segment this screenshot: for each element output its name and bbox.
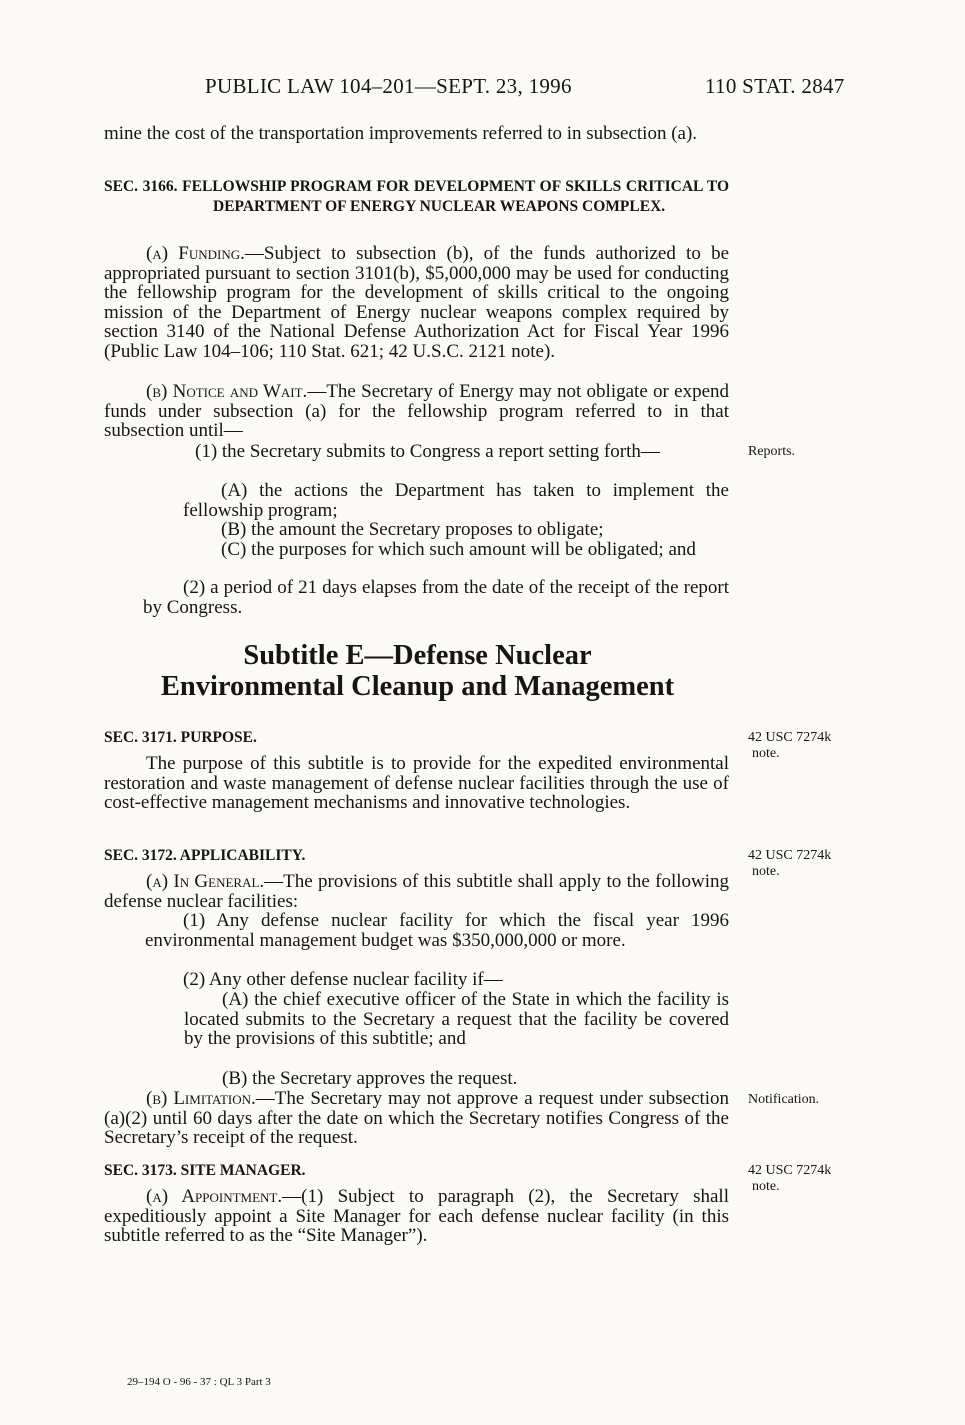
section-3172-paragraph-1: (1) Any defense nuclear facility for which the fiscal year 1996 environmental management budget was $350,000,000 or more. (145, 910, 729, 951)
margin-note-3173-note: note. (752, 1179, 780, 1194)
subsection-a-text: —(1) Subject to paragraph (2), the Secretary shall expeditiously appoint a Site Manager for each defense nuclear facility (in this subtitle referred to as the “Site Manager”). (104, 1186, 729, 1247)
margin-note-3172-usc: 42 USC 7274k (748, 848, 832, 863)
subsection-a-label: (a) Appointment. (146, 1186, 283, 1207)
section-3166-heading: SEC. 3166. FELLOWSHIP PROGRAM FOR DEVELOPMENT OF SKILLS CRITICAL TO DEPARTMENT OF ENERGY NUCLEAR WEAPONS COMPLEX. (104, 178, 729, 215)
subtitle-line-1: Subtitle E—Defense Nuclear (243, 640, 592, 671)
subsection-b-label: (b) Notice and Wait. (146, 381, 308, 402)
section-3172-paragraph-2B: (B) the Secretary approves the request. (222, 1068, 518, 1089)
margin-note-reports: Reports. (748, 444, 796, 459)
margin-note-3172-note: note. (752, 864, 780, 879)
subtitle-e-heading (105, 640, 730, 702)
subsection-a-label: (a) In General. (146, 871, 265, 892)
subsection-a-text: —Subject to subsection (b), of the funds authorized to be appropriated pursuant to section 3101(b), $5,000,000 may be used for conducting the fellowship program for the development of skills critical to the ongoing mission of the Department of Energy nuclear weapons complex required by section 3140 of the National Defense Authorization Act for Fiscal Year 1996 (Public Law 104–106; 110 Stat. 621; 42 U.S.C. 2121 note). (104, 243, 729, 362)
section-3166-subsection-b (104, 382, 729, 441)
section-3166-paragraph-1B: (B) the amount the Secretary proposes to obligate; (221, 519, 604, 540)
margin-note-3171-usc: 42 USC 7274k (748, 730, 832, 745)
subsection-b-label: (b) Limitation. (146, 1088, 256, 1109)
section-3166-subsection-a (104, 244, 729, 362)
section-3166-paragraph-2: (2) a period of 21 days elapses from the date of the receipt of the report by Congress. (143, 577, 729, 618)
section-3172-subsection-a (104, 872, 729, 911)
section-3171-text: The purpose of this subtitle is to provide for the expedited environmental restoration and waste management of defense nuclear facilities through the use of cost-effective management mechanisms and innovative technologies. (104, 753, 729, 814)
continuation-paragraph: mine the cost of the transportation improvements referred to in subsection (a). (104, 123, 698, 144)
subtitle-line-2: Environmental Cleanup and Management (160, 671, 675, 702)
section-3173-subsection-a (104, 1187, 729, 1246)
margin-note-3171-note: note. (752, 746, 780, 761)
section-3166-paragraph-1A: (A) the actions the Department has taken to implement the fellowship program; (183, 480, 729, 521)
section-3171-heading: SEC. 3171. PURPOSE. (104, 729, 257, 746)
section-3166-paragraph-1C: (C) the purposes for which such amount will be obligated; and (221, 539, 696, 560)
section-3172-subsection-b (104, 1089, 729, 1148)
section-3173-heading: SEC. 3173. SITE MANAGER. (104, 1162, 306, 1179)
section-3172-heading: SEC. 3172. APPLICABILITY. (104, 847, 306, 864)
margin-note-notification: Notification. (748, 1092, 820, 1107)
statute-page-number: 110 STAT. 2847 (705, 74, 845, 98)
subsection-b-text: —The Secretary of Energy may not obligate or expend funds under subsection (a) for the fellowship program referred to in that subsection until— (104, 381, 730, 442)
printing-footer: 29–194 O - 96 - 37 : QL 3 Part 3 (127, 1376, 271, 1388)
subsection-b-text: —The Secretary may not approve a request under subsection (a)(2) until 60 days after the date on which the Secretary notifies Congress of the Secretary’s receipt of the request. (104, 1088, 729, 1149)
section-3172-paragraph-2: (2) Any other defense nuclear facility if— (183, 969, 503, 990)
section-3172-paragraph-2A: (A) the chief executive officer of the State in which the facility is located submits to the Secretary a request that the facility be covered by the provisions of this subtitle; and (184, 989, 729, 1050)
subsection-a-label: (a) Funding. (146, 243, 245, 264)
page-header-title: PUBLIC LAW 104–201—SEPT. 23, 1996 (205, 74, 572, 98)
margin-note-3173-usc: 42 USC 7274k (748, 1163, 832, 1178)
section-3166-paragraph-1: (1) the Secretary submits to Congress a report setting forth— (195, 441, 660, 462)
subsection-a-text: —The provisions of this subtitle shall apply to the following defense nuclear facilities: (104, 871, 730, 912)
